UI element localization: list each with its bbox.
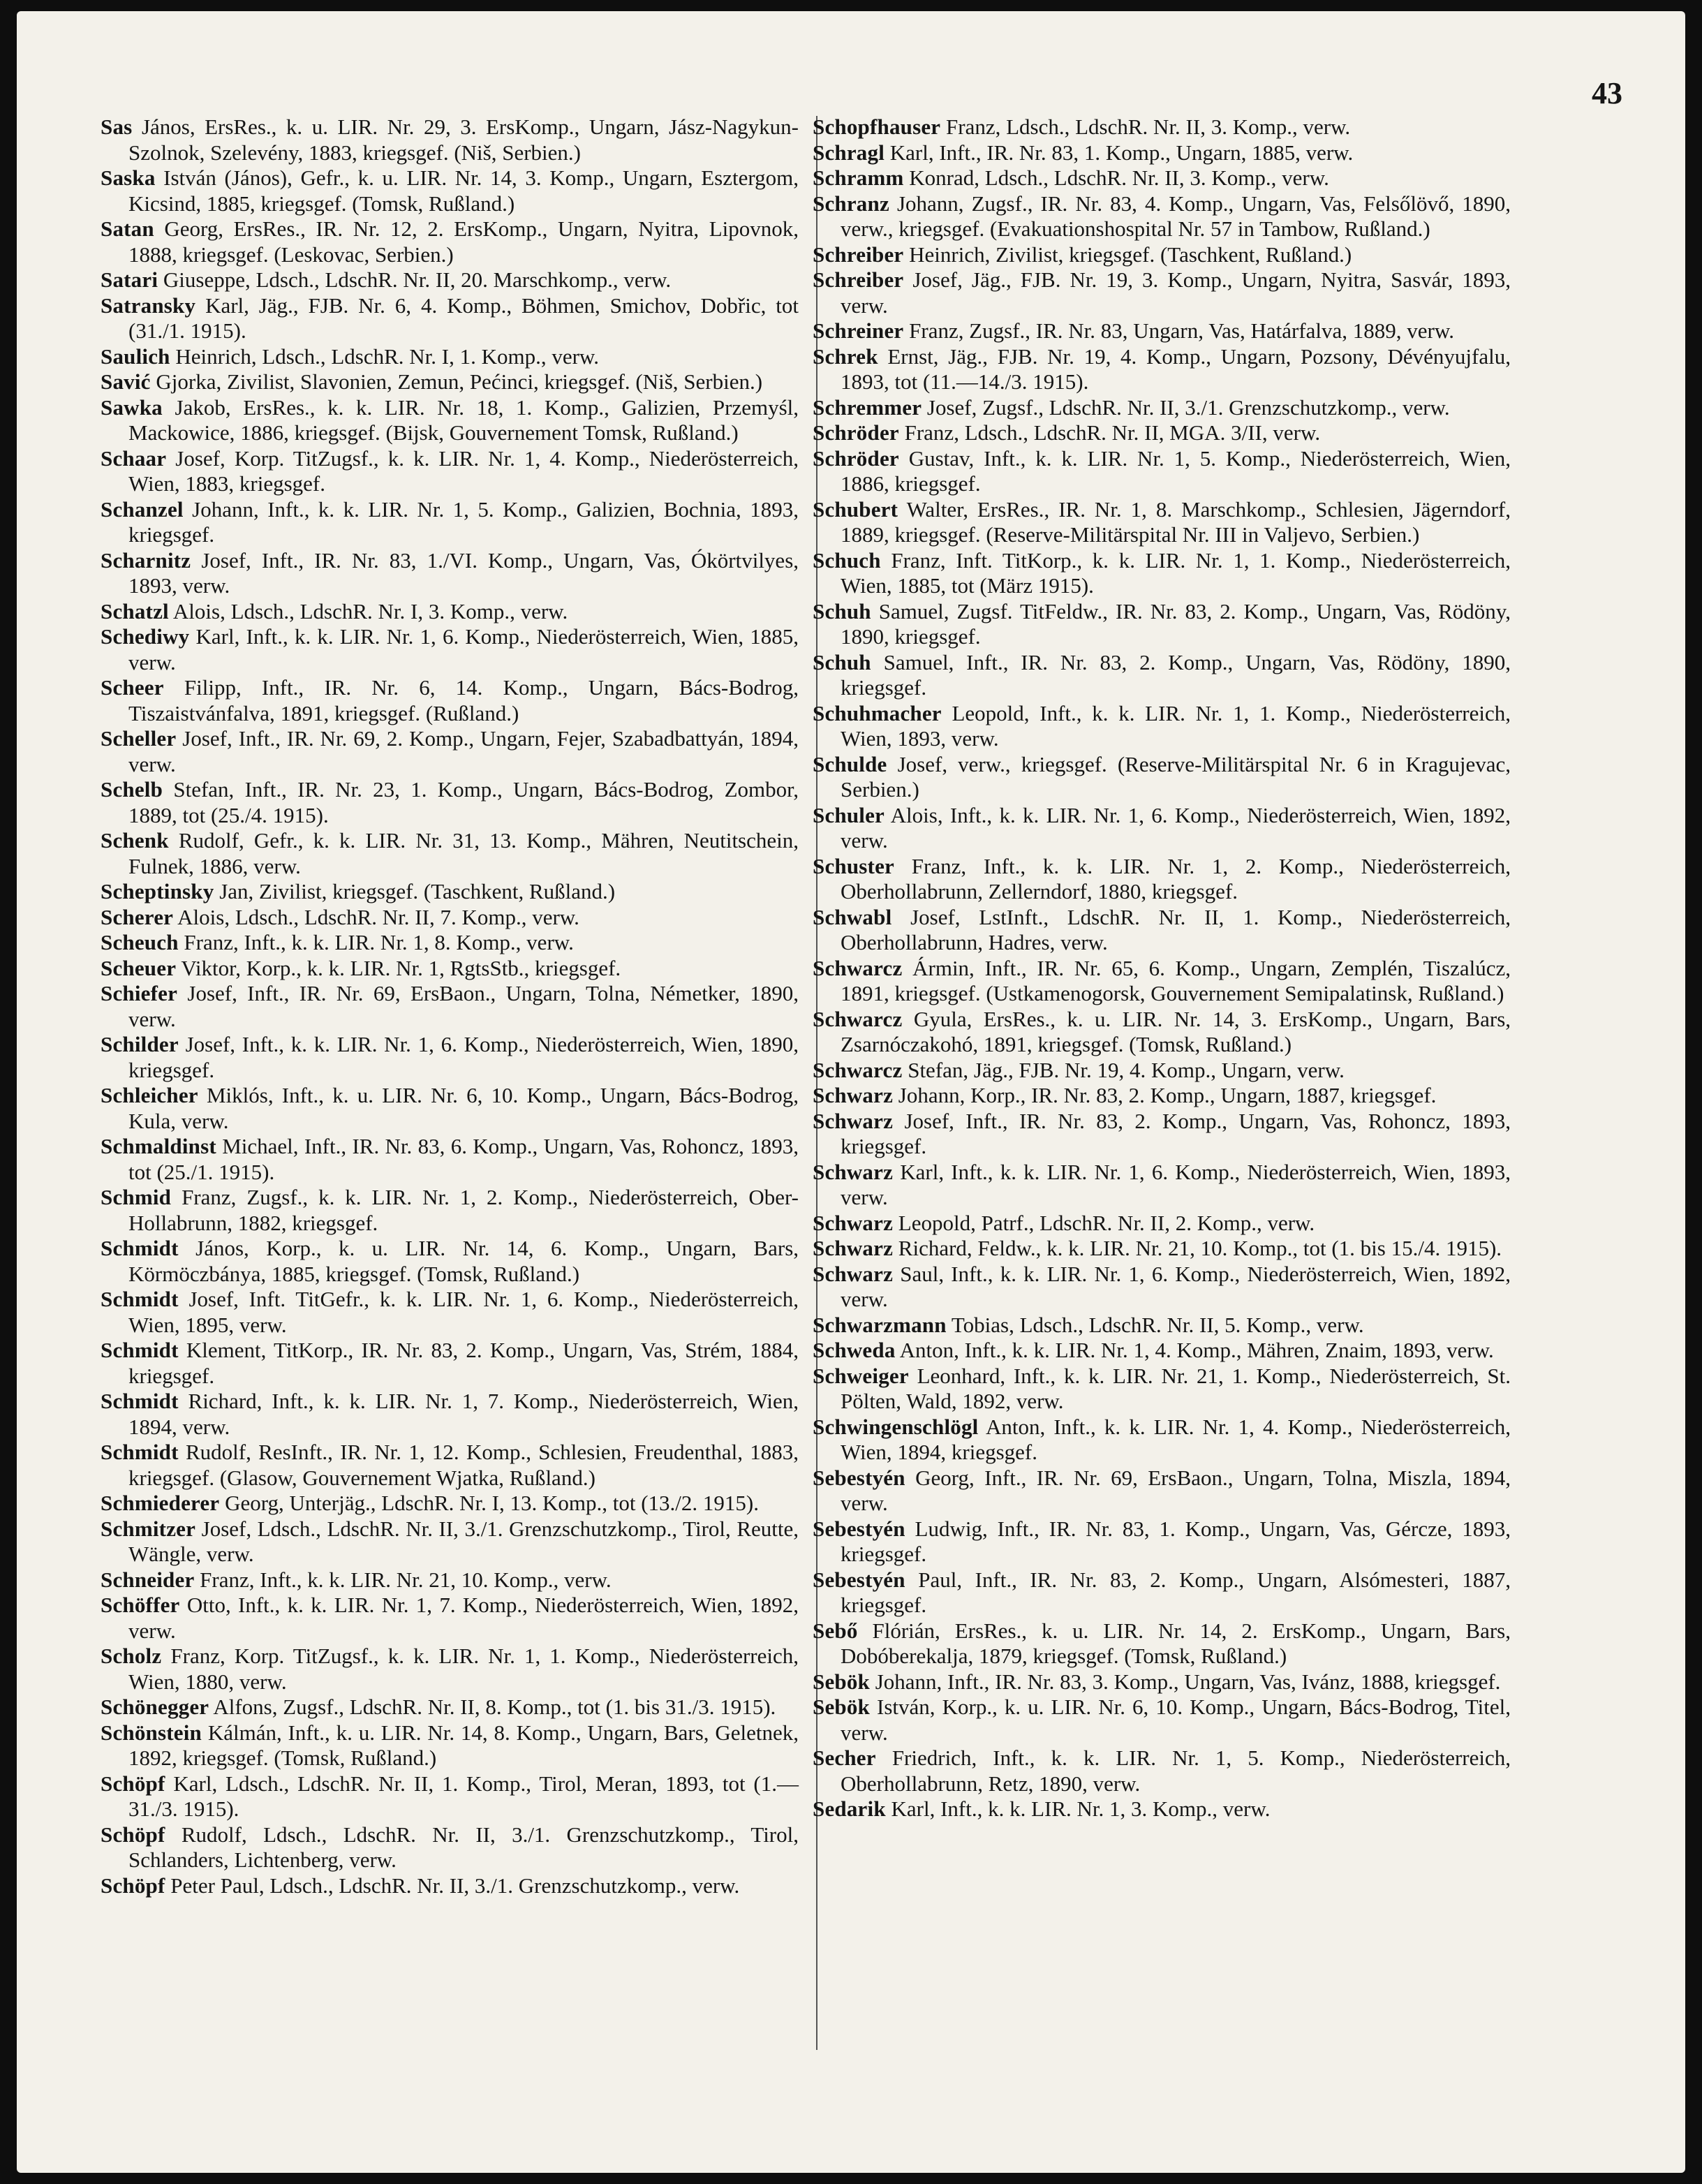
register-entry — [813, 548, 1511, 599]
register-entry — [813, 242, 1511, 268]
entry-surname: Schwingenschlögl — [813, 1414, 979, 1439]
entry-details: Josef, Inft., IR. Nr. 83, 2. Komp., Ungarn, Vas, Rohoncz, 1893, kriegsgef. — [841, 1108, 1511, 1158]
register-entry — [101, 1873, 799, 1899]
register-entry — [813, 318, 1511, 344]
entry-details: Flórián, ErsRes., k. u. LIR. Nr. 14, 2. ErsKomp., Ungarn, Bars, Dobóberekalja, 1879, kriegsgef. (Tomsk, Rußland.) — [841, 1618, 1511, 1668]
register-entry — [101, 1134, 799, 1185]
entry-surname: Schaar — [101, 445, 167, 471]
register-entry — [101, 446, 799, 497]
entry-surname: Schilder — [101, 1032, 179, 1056]
entry-details: Josef, Korp. TitZugsf., k. k. LIR. Nr. 1, 4. Komp., Niederösterreich, Wien, 1883, kriegsgef. — [128, 445, 799, 496]
register-entry — [101, 930, 799, 956]
entry-details: Franz, Inft., k. k. LIR. Nr. 1, 2. Komp., Niederösterreich, Oberhollabrunn, Zellerndorf, 1880, kriegsgef. — [841, 853, 1511, 903]
entry-surname: Schweda — [813, 1338, 896, 1362]
entry-surname: Schragl — [813, 140, 885, 165]
entry-details: Franz, Ldsch., LdschR. Nr. II, MGA. 3/II, verw. — [904, 420, 1321, 445]
entry-surname: Scholz — [101, 1644, 162, 1668]
entry-details: Ármin, Inft., IR. Nr. 65, 6. Komp., Ungarn, Zemplén, Tiszalúcz, 1891, kriegsgef. (Ustkamenogorsk, Gouvernement Semipalatinsk, Rußland.) — [841, 955, 1511, 1005]
entry-details: Viktor, Korp., k. k. LIR. Nr. 1, RgtsStb., kriegsgef. — [181, 955, 621, 980]
entry-surname: Schreiber — [813, 267, 904, 292]
register-entry — [813, 165, 1511, 191]
register-entry — [813, 446, 1511, 497]
register-entry — [101, 344, 799, 370]
register-entry — [101, 497, 799, 548]
entry-surname: Schwarcz — [813, 1006, 903, 1031]
register-entry — [813, 1669, 1511, 1695]
entry-details: István (János), Gefr., k. u. LIR. Nr. 14, 3. Komp., Ungarn, Esztergom, Kicsind, 1885, kriegsgef. (Tomsk, Rußland.) — [128, 165, 799, 216]
entry-details: Johann, Inft., k. k. LIR. Nr. 1, 5. Komp., Galizien, Bochnia, 1893, kriegsgef. — [128, 496, 799, 547]
register-entry — [101, 548, 799, 599]
entry-surname: Scheptinsky — [101, 879, 214, 903]
entry-surname: Schmaldinst — [101, 1134, 216, 1158]
register-entry — [101, 981, 799, 1032]
register-entry — [101, 1236, 799, 1287]
register-entry — [101, 395, 799, 446]
register-entry — [813, 1695, 1511, 1746]
entry-details: Richard, Feldw., k. k. LIR. Nr. 21, 10. Komp., tot (1. bis 15./4. 1915). — [898, 1236, 1502, 1260]
entry-surname: Schatzl — [101, 598, 169, 624]
entry-details: Ernst, Jäg., FJB. Nr. 19, 4. Komp., Ungarn, Pozsony, Dévényujfalu, 1893, tot (11.—14./3. 1915). — [841, 344, 1511, 394]
entry-details: Karl, Ldsch., LdschR. Nr. II, 1. Komp., Tirol, Meran, 1893, tot (1.—31./3. 1915). — [128, 1771, 799, 1821]
entry-details: Johann, Inft., IR. Nr. 83, 3. Komp., Ungarn, Vas, Ivánz, 1888, kriegsgef. — [875, 1669, 1501, 1694]
register-entry — [813, 650, 1511, 701]
entry-surname: Schmiederer — [101, 1491, 220, 1515]
entry-details: Rudolf, ResInft., IR. Nr. 1, 12. Komp., Schlesien, Freudenthal, 1883, kriegsgef. (Glasow, Gouvernement Wjatka, Rußland.) — [128, 1440, 799, 1490]
entry-details: Miklós, Inft., k. u. LIR. Nr. 6, 10. Komp., Ungarn, Bács-Bodrog, Kula, verw. — [128, 1083, 799, 1133]
entry-details: Samuel, Inft., IR. Nr. 83, 2. Komp., Ungarn, Vas, Rödöny, 1890, kriegsgef. — [841, 649, 1511, 700]
entry-surname: Schmidt — [101, 1236, 179, 1260]
left-column — [101, 115, 799, 1898]
register-entry — [813, 1236, 1511, 1262]
register-entry — [101, 726, 799, 777]
register-entry — [813, 115, 1511, 140]
entry-details: Josef, Inft., IR. Nr. 69, ErsBaon., Ungarn, Tolna, Németker, 1890, verw. — [128, 981, 799, 1031]
entry-surname: Schreiner — [813, 318, 904, 343]
register-entry — [813, 956, 1511, 1007]
entry-surname: Schwarzmann — [813, 1312, 947, 1337]
entry-surname: Schneider — [101, 1567, 195, 1592]
register-entry — [813, 1746, 1511, 1796]
entry-details: Anton, Inft., k. k. LIR. Nr. 1, 4. Komp., Mähren, Znaim, 1893, verw. — [899, 1338, 1494, 1362]
entry-details: Otto, Inft., k. k. LIR. Nr. 1, 7. Komp., Niederösterreich, Wien, 1892, verw. — [128, 1593, 799, 1643]
entry-surname: Satari — [101, 267, 158, 292]
entry-details: Alfons, Zugsf., LdschR. Nr. II, 8. Komp., tot (1. bis 31./3. 1915). — [213, 1695, 776, 1719]
register-entry — [101, 1771, 799, 1822]
register-entry — [101, 1083, 799, 1134]
register-entry — [101, 216, 799, 267]
register-entry — [101, 1491, 799, 1517]
entry-surname: Schremmer — [813, 394, 922, 420]
entry-details: Franz, Inft. TitKorp., k. k. LIR. Nr. 1, 1. Komp., Niederösterreich, Wien, 1885, tot (März 1915). — [841, 547, 1511, 598]
register-entry — [101, 293, 799, 344]
entry-details: Josef, verw., kriegsgef. (Reserve-Militärspital Nr. 6 in Kragujevac, Serbien.) — [841, 751, 1511, 802]
entry-surname: Schröder — [813, 420, 899, 445]
entry-surname: Schwarz — [813, 1159, 894, 1184]
register-entry — [101, 115, 799, 165]
register-entry — [813, 1567, 1511, 1618]
entry-surname: Schwarz — [813, 1210, 894, 1235]
entry-details: Tobias, Ldsch., LdschR. Nr. II, 5. Komp., verw. — [951, 1312, 1364, 1337]
entry-details: Karl, Inft., k. k. LIR. Nr. 1, 6. Komp., Niederösterreich, Wien, 1893, verw. — [841, 1159, 1511, 1209]
entry-details: Saul, Inft., k. k. LIR. Nr. 1, 6. Komp., Niederösterreich, Wien, 1892, verw. — [841, 1261, 1511, 1311]
entry-surname: Scheuer — [101, 955, 177, 980]
register-entry — [101, 1593, 799, 1644]
entry-surname: Schwarz — [813, 1083, 894, 1107]
entry-details: Samuel, Zugsf. TitFeldw., IR. Nr. 83, 2. Komp., Ungarn, Vas, Rödöny, 1890, kriegsgef. — [841, 598, 1511, 649]
entry-surname: Sebök — [813, 1695, 870, 1719]
register-entry — [101, 624, 799, 675]
entry-details: Josef, Inft., IR. Nr. 69, 2. Komp., Ungarn, Fejer, Szabadbattyán, 1894, verw. — [128, 726, 799, 776]
entry-surname: Sebő — [813, 1618, 858, 1643]
entry-surname: Schmitzer — [101, 1516, 196, 1541]
entry-surname: Schönstein — [101, 1720, 202, 1745]
register-entry — [813, 854, 1511, 905]
entry-surname: Schröder — [813, 445, 899, 471]
entry-details: Franz, Korp. TitZugsf., k. k. LIR. Nr. 1, 1. Komp., Niederösterreich, Wien, 1880, verw. — [128, 1644, 799, 1694]
register-entry — [813, 140, 1511, 166]
register-entry — [813, 1313, 1511, 1338]
entry-surname: Satransky — [101, 293, 196, 318]
register-entry — [101, 1389, 799, 1440]
entry-surname: Schuler — [813, 802, 885, 827]
register-entry — [101, 879, 799, 905]
entry-details: Friedrich, Inft., k. k. LIR. Nr. 1, 5. Komp., Niederösterreich, Oberhollabrunn, Retz, 1890, verw. — [841, 1746, 1511, 1796]
register-entry — [101, 599, 799, 625]
register-entry — [101, 828, 799, 879]
entry-details: Gyula, ErsRes., k. u. LIR. Nr. 14, 3. ErsKomp., Ungarn, Bars, Zsarnóczakohó, 1891, kriegsgef. (Tomsk, Rußland.) — [841, 1006, 1511, 1056]
entry-surname: Scheer — [101, 675, 164, 700]
register-entry — [813, 1109, 1511, 1160]
entry-details: Alois, Ldsch., LdschR. Nr. I, 3. Komp., verw. — [172, 598, 568, 624]
entry-details: Konrad, Ldsch., LdschR. Nr. II, 3. Komp., verw. — [909, 165, 1329, 190]
entry-surname: Sebestyén — [813, 1567, 905, 1592]
entry-surname: Sas — [101, 115, 133, 139]
entry-surname: Schenk — [101, 828, 169, 853]
entry-details: Franz, Zugsf., k. k. LIR. Nr. 1, 2. Komp., Niederösterreich, Ober-Hollabrunn, 1882, kriegsgef. — [128, 1185, 799, 1235]
entry-details: Ludwig, Inft., IR. Nr. 83, 1. Komp., Ungarn, Vas, Gércze, 1893, kriegsgef. — [841, 1516, 1511, 1566]
entry-details: Alois, Ldsch., LdschR. Nr. II, 7. Komp., verw. — [177, 904, 579, 929]
scanned-page — [17, 11, 1685, 2173]
register-entry — [101, 1440, 799, 1491]
entry-surname: Scharnitz — [101, 547, 191, 573]
entry-details: Franz, Inft., k. k. LIR. Nr. 21, 10. Komp., verw. — [200, 1567, 612, 1592]
register-entry — [813, 267, 1511, 318]
entry-surname: Schmidt — [101, 1287, 179, 1311]
entry-details: Josef, LstInft., LdschR. Nr. II, 1. Komp., Niederösterreich, Oberhollabrunn, Hadres, verw. — [841, 904, 1511, 954]
entry-details: Georg, Unterjäg., LdschR. Nr. I, 13. Komp., tot (13./2. 1915). — [225, 1491, 759, 1515]
entry-details: János, ErsRes., k. u. LIR. Nr. 29, 3. ErsKomp., Ungarn, Jász-Nagykun-Szolnok, Szelevény, 1883, kriegsgef. (Niš, Serbien.) — [128, 115, 799, 165]
entry-details: Josef, Inft. TitGefr., k. k. LIR. Nr. 1, 6. Komp., Niederösterreich, Wien, 1895, verw. — [128, 1287, 799, 1337]
entry-details: Josef, Ldsch., LdschR. Nr. II, 3./1. Grenzschutzkomp., Tirol, Reutte, Wängle, verw. — [128, 1516, 799, 1566]
register-entry — [101, 1695, 799, 1720]
entry-surname: Schuh — [813, 598, 871, 624]
register-entry — [813, 420, 1511, 446]
entry-details: Georg, Inft., IR. Nr. 69, ErsBaon., Ungarn, Tolna, Miszla, 1894, verw. — [841, 1465, 1511, 1515]
entry-details: Paul, Inft., IR. Nr. 83, 2. Komp., Ungarn, Alsómesteri, 1887, kriegsgef. — [841, 1567, 1511, 1617]
entry-details: Richard, Inft., k. k. LIR. Nr. 1, 7. Komp., Niederösterreich, Wien, 1894, verw. — [128, 1389, 799, 1439]
entry-details: Karl, Jäg., FJB. Nr. 6, 4. Komp., Böhmen, Smichov, Dobřic, tot (31./1. 1915). — [128, 293, 799, 343]
register-entry — [813, 1160, 1511, 1211]
entry-surname: Schwarz — [813, 1261, 894, 1286]
register-entry — [813, 1211, 1511, 1237]
register-entry — [813, 497, 1511, 548]
entry-surname: Sedarik — [813, 1796, 886, 1821]
entry-surname: Schwarcz — [813, 1057, 903, 1082]
register-entry — [813, 599, 1511, 650]
entry-surname: Schönegger — [101, 1695, 209, 1719]
register-entry — [101, 1517, 799, 1567]
entry-details: Stefan, Inft., IR. Nr. 23, 1. Komp., Ungarn, Bács-Bodrog, Zombor, 1889, tot (25./4. 1915). — [128, 777, 799, 827]
entry-details: Jan, Zivilist, kriegsgef. (Taschkent, Rußland.) — [219, 879, 616, 903]
entry-surname: Schulde — [813, 751, 887, 776]
entry-details: Anton, Inft., k. k. LIR. Nr. 1, 4. Komp., Niederösterreich, Wien, 1894, kriegsgef. — [841, 1414, 1511, 1464]
register-entry — [813, 191, 1511, 242]
entry-surname: Schrek — [813, 344, 878, 369]
entry-surname: Schubert — [813, 496, 898, 522]
register-entry — [101, 675, 799, 726]
register-entry — [101, 267, 799, 293]
entry-details: Johann, Zugsf., IR. Nr. 83, 4. Komp., Ungarn, Vas, Felsőlövő, 1890, verw., kriegsgef. (Evakuationshospital Nr. 57 in Tambow, Rußland.) — [841, 191, 1511, 241]
entry-surname: Schanzel — [101, 496, 184, 522]
entry-details: Walter, ErsRes., IR. Nr. 1, 8. Marschkomp., Schlesien, Jägerndorf, 1889, kriegsgef. (Reserve-Militärspital Nr. III in Valjevo, Serbien.) — [841, 496, 1511, 547]
register-entry — [813, 1796, 1511, 1822]
entry-surname: Schuch — [813, 547, 881, 573]
register-entry — [813, 752, 1511, 803]
entry-details: Giuseppe, Ldsch., LdschR. Nr. II, 20. Marschkomp., verw. — [163, 267, 672, 292]
entry-details: Leopold, Patrf., LdschR. Nr. II, 2. Komp., verw. — [898, 1210, 1315, 1235]
entry-surname: Schwarz — [813, 1108, 894, 1133]
entry-details: Josef, Zugsf., LdschR. Nr. II, 3./1. Grenzschutzkomp., verw. — [926, 394, 1450, 420]
register-entry — [813, 1058, 1511, 1084]
entry-details: Josef, Inft., k. k. LIR. Nr. 1, 6. Komp., Niederösterreich, Wien, 1890, kriegsgef. — [128, 1032, 799, 1082]
entry-surname: Schwabl — [813, 904, 892, 929]
entry-details: Stefan, Jäg., FJB. Nr. 19, 4. Komp., Ungarn, verw. — [908, 1057, 1345, 1082]
register-entry — [101, 1822, 799, 1873]
register-entry — [813, 1618, 1511, 1669]
entry-surname: Schreiber — [813, 242, 904, 267]
entry-surname: Schiefer — [101, 981, 178, 1005]
entry-surname: Schmidt — [101, 1440, 179, 1464]
register-entry — [101, 956, 799, 982]
register-entry — [813, 1364, 1511, 1415]
entry-details: Karl, Inft., k. k. LIR. Nr. 1, 3. Komp., verw. — [891, 1796, 1271, 1821]
entry-surname: Secher — [813, 1746, 876, 1770]
entry-details: Franz, Zugsf., IR. Nr. 83, Ungarn, Vas, Határfalva, 1889, verw. — [909, 318, 1454, 343]
entry-surname: Schramm — [813, 165, 904, 190]
register-entry — [101, 1287, 799, 1338]
entry-details: Leonhard, Inft., k. k. LIR. Nr. 21, 1. Komp., Niederösterreich, St. Pölten, Wald, 1892, verw. — [841, 1363, 1511, 1413]
entry-surname: Sebestyén — [813, 1465, 905, 1490]
register-entry — [101, 777, 799, 828]
entry-surname: Schmid — [101, 1185, 172, 1209]
entry-details: Leopold, Inft., k. k. LIR. Nr. 1, 1. Komp., Niederösterreich, Wien, 1893, verw. — [841, 700, 1511, 751]
entry-surname: Sebök — [813, 1669, 870, 1694]
register-entry — [101, 1720, 799, 1771]
entry-surname: Schediwy — [101, 624, 190, 649]
register-entry — [813, 344, 1511, 395]
register-entry — [813, 1466, 1511, 1517]
entry-surname: Savić — [101, 369, 151, 394]
entry-details: Kálmán, Inft., k. u. LIR. Nr. 14, 8. Komp., Ungarn, Bars, Geletnek, 1892, kriegsgef. (Tomsk, Rußland.) — [128, 1720, 799, 1770]
register-entry — [813, 701, 1511, 752]
entry-details: Josef, Jäg., FJB. Nr. 19, 3. Komp., Ungarn, Nyitra, Sasvár, 1893, verw. — [841, 267, 1511, 318]
register-entry — [101, 1644, 799, 1695]
entry-surname: Schmidt — [101, 1338, 179, 1362]
right-column — [813, 115, 1511, 1822]
entry-details: Heinrich, Zivilist, kriegsgef. (Taschkent, Rußland.) — [909, 242, 1352, 267]
register-entry — [813, 1007, 1511, 1058]
entry-details: Michael, Inft., IR. Nr. 83, 6. Komp., Ungarn, Vas, Rohoncz, 1893, tot (25./1. 1915). — [128, 1134, 799, 1184]
entry-details: Rudolf, Gefr., k. k. LIR. Nr. 31, 13. Komp., Mähren, Neutitschein, Fulnek, 1886, verw. — [128, 828, 799, 878]
entry-details: Alois, Inft., k. k. LIR. Nr. 1, 6. Komp., Niederösterreich, Wien, 1892, verw. — [841, 802, 1511, 853]
entry-surname: Scheuch — [101, 930, 179, 954]
entry-details: János, Korp., k. u. LIR. Nr. 14, 6. Komp., Ungarn, Bars, Körmöczbánya, 1885, kriegsgef. (Tomsk, Rußland.) — [128, 1236, 799, 1286]
entry-surname: Scheller — [101, 726, 177, 751]
entry-surname: Schranz — [813, 191, 889, 216]
entry-surname: Schöffer — [101, 1593, 180, 1617]
entry-details: Gjorka, Zivilist, Slavonien, Zemun, Pećinci, kriegsgef. (Niš, Serbien.) — [156, 369, 763, 394]
entry-surname: Saska — [101, 165, 156, 190]
entry-surname: Schopfhauser — [813, 115, 941, 139]
entry-details: Karl, Inft., k. k. LIR. Nr. 1, 6. Komp., Niederösterreich, Wien, 1885, verw. — [128, 624, 799, 674]
entry-surname: Sawka — [101, 394, 163, 420]
register-entry — [101, 165, 799, 216]
entry-details: Karl, Inft., IR. Nr. 83, 1. Komp., Ungarn, 1885, verw. — [889, 140, 1354, 165]
entry-surname: Schöpf — [101, 1822, 165, 1847]
entry-details: Josef, Inft., IR. Nr. 83, 1./VI. Komp., Ungarn, Vas, Ókörtvilyes, 1893, verw. — [128, 547, 799, 598]
register-entry — [101, 1185, 799, 1236]
entry-surname: Schuhmacher — [813, 700, 942, 725]
register-entry — [813, 1262, 1511, 1313]
register-entry — [101, 905, 799, 931]
entry-surname: Schelb — [101, 777, 163, 802]
entry-details: Peter Paul, Ldsch., LdschR. Nr. II, 3./1. Grenzschutzkomp., verw. — [170, 1873, 740, 1898]
entry-surname: Schwarcz — [813, 955, 903, 980]
register-entry — [813, 905, 1511, 956]
entry-surname: Satan — [101, 216, 154, 241]
entry-surname: Schöpf — [101, 1771, 165, 1796]
register-entry — [813, 1083, 1511, 1109]
register-entry — [813, 1415, 1511, 1466]
entry-surname: Schuh — [813, 649, 871, 674]
entry-details: Georg, ErsRes., IR. Nr. 12, 2. ErsKomp., Ungarn, Nyitra, Lipovnok, 1888, kriegsgef. (Leskovac, Serbien.) — [128, 216, 799, 267]
register-entry — [813, 395, 1511, 421]
entry-surname: Scherer — [101, 904, 174, 929]
entry-details: Klement, TitKorp., IR. Nr. 83, 2. Komp., Ungarn, Vas, Strém, 1884, kriegsgef. — [128, 1338, 799, 1388]
entry-details: Franz, Ldsch., LdschR. Nr. II, 3. Komp., verw. — [946, 115, 1351, 139]
register-entry — [101, 1338, 799, 1389]
entry-details: Heinrich, Ldsch., LdschR. Nr. I, 1. Komp., verw. — [175, 344, 600, 369]
entry-details: Franz, Inft., k. k. LIR. Nr. 1, 8. Komp., verw. — [184, 930, 574, 954]
entry-surname: Schwarz — [813, 1236, 894, 1260]
register-entry — [813, 1338, 1511, 1364]
register-entry — [101, 1567, 799, 1593]
entry-surname: Schuster — [813, 853, 894, 878]
entry-surname: Sebestyén — [813, 1516, 905, 1541]
register-entry — [101, 369, 799, 395]
register-entry — [101, 1032, 799, 1083]
entry-details: Gustav, Inft., k. k. LIR. Nr. 1, 5. Komp., Niederösterreich, Wien, 1886, kriegsgef. — [841, 445, 1511, 496]
entry-details: Jakob, ErsRes., k. k. LIR. Nr. 18, 1. Komp., Galizien, Przemyśl, Mackowice, 1886, kriegsgef. (Bijsk, Gouvernement Tomsk, Rußland.) — [128, 394, 799, 445]
entry-details: Rudolf, Ldsch., LdschR. Nr. II, 3./1. Grenzschutzkomp., Tirol, Schlanders, Lichtenberg, verw. — [128, 1822, 799, 1872]
entry-surname: Schleicher — [101, 1083, 198, 1107]
entry-surname: Schöpf — [101, 1873, 165, 1898]
register-entry — [813, 803, 1511, 854]
register-entry — [813, 1517, 1511, 1567]
page-number: 43 — [1592, 76, 1622, 110]
entry-details: Johann, Korp., IR. Nr. 83, 2. Komp., Ungarn, 1887, kriegsgef. — [898, 1083, 1437, 1107]
entry-details: Filipp, Inft., IR. Nr. 6, 14. Komp., Ungarn, Bács-Bodrog, Tiszaistvánfalva, 1891, kriegsgef. (Rußland.) — [128, 675, 799, 725]
entry-surname: Saulich — [101, 344, 170, 369]
entry-surname: Schmidt — [101, 1389, 179, 1413]
entry-details: István, Korp., k. u. LIR. Nr. 6, 10. Komp., Ungarn, Bács-Bodrog, Titel, verw. — [841, 1695, 1511, 1745]
entry-surname: Schweiger — [813, 1363, 909, 1388]
